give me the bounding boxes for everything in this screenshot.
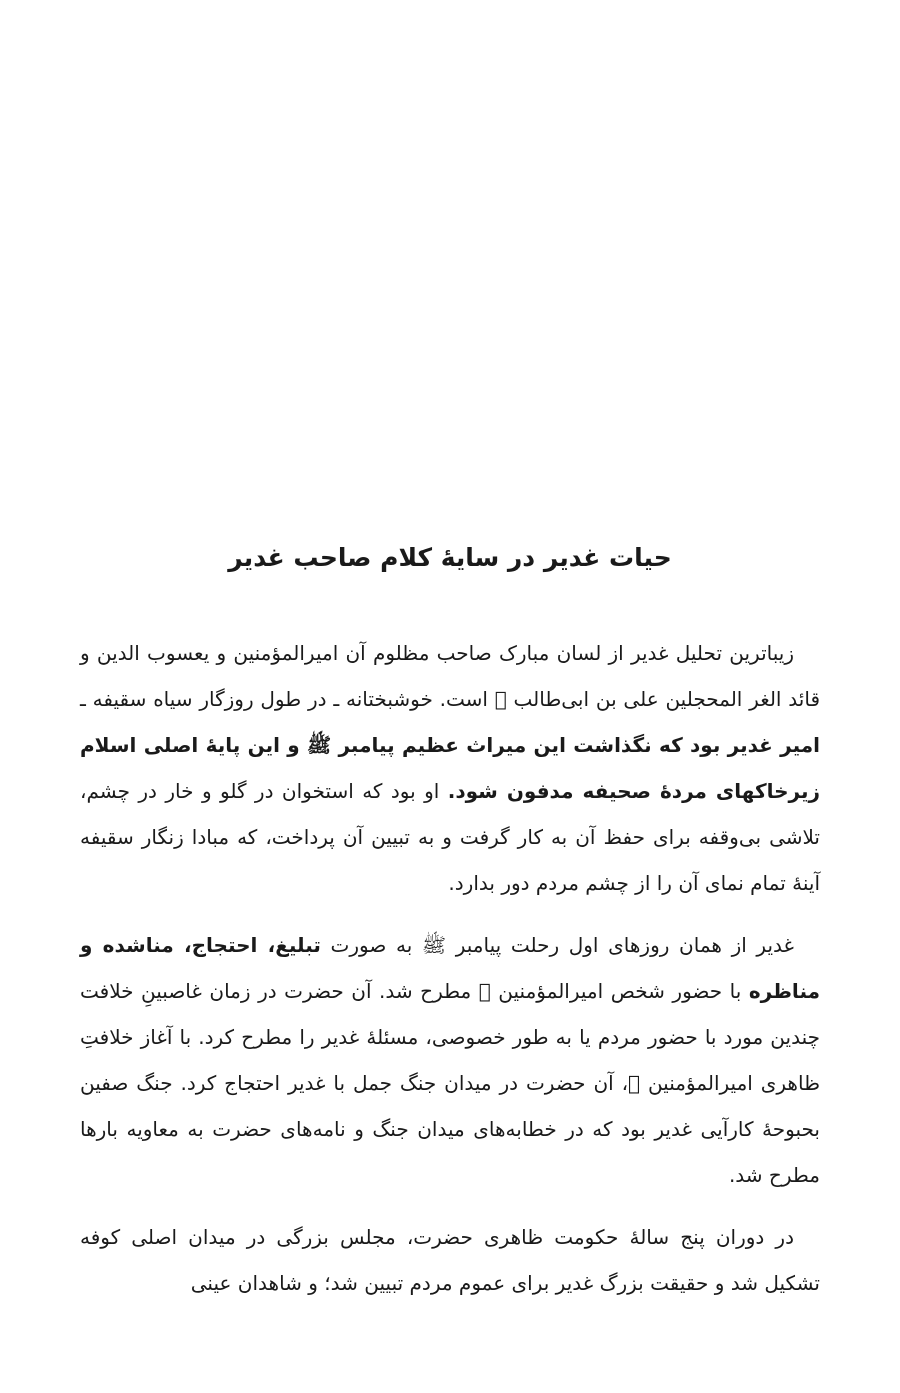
paragraph-2-bold: تبلیغ، احتجاج، مناشده و مناظره [80, 933, 820, 1003]
paragraph-1-text-b: او بود که استخوان در گلو و خار در چشم، تلاشی بی‌وقفه برای حفظ آن به کار گرفت و به تبیین آن پرداخت، که مبادا زنگار سقیفه آینهٔ تمام نمای آن را از چشم مردم دور بدارد. [80, 779, 820, 895]
paragraph-2 [80, 922, 820, 1198]
paragraph-3-text-a: در دوران پنج سالهٔ حکومت ظاهری حضرت، مجلس بزرگی در میدان اصلی کوفه تشکیل شد و حقیقت بزرگ غدیر برای عموم مردم تبیین شد؛ و شاهدان عینی [80, 1225, 820, 1295]
paragraph-2-text-a: غدیر از همان روزهای اول رحلت پیامبر ﷺ به صورت [320, 933, 794, 957]
paragraph-1 [80, 630, 820, 906]
page-title: حیات غدیر در سایهٔ کلام صاحب غدیر [228, 543, 672, 572]
paragraph-3 [80, 1214, 820, 1306]
body-text [80, 630, 820, 1322]
paragraph-1-bold: امیر غدیر بود که نگذاشت این میراث عظیم پیامبر ﷺ و این پایهٔ اصلی اسلام زیرخاکهای مردهٔ صحیفه مدفون شود. [80, 733, 820, 803]
paragraph-2-text-b: با حضور شخص امیرالمؤمنین ﷣ مطرح شد. آن حضرت در زمان غاصبینِ خلافت چندین مورد با حضور مردم یا به طور خصوصی، مسئلهٔ غدیر را مطرح کرد. با آغاز خلافتِ ظاهری امیرالمؤمنین ﷣، آن حضرت در میدان جنگ جمل با غدیر احتجاج کرد. جنگ صفین بحبوحهٔ کارآیی غدیر بود که در خطابه‌های میدان جنگ و نامه‌های حضرت به معاویه بارها مطرح شد. [80, 979, 820, 1187]
paragraph-1-text-a: زیباترین تحلیل غدیر از لسان مبارک صاحب مظلوم آن امیرالمؤمنین و یعسوب الدین و قائد الغر المحجلین علی بن ابی‌طالب ﷣ است. خوشبختانه ـ در طول روزگار سیاه سقیفه ـ [80, 641, 820, 711]
